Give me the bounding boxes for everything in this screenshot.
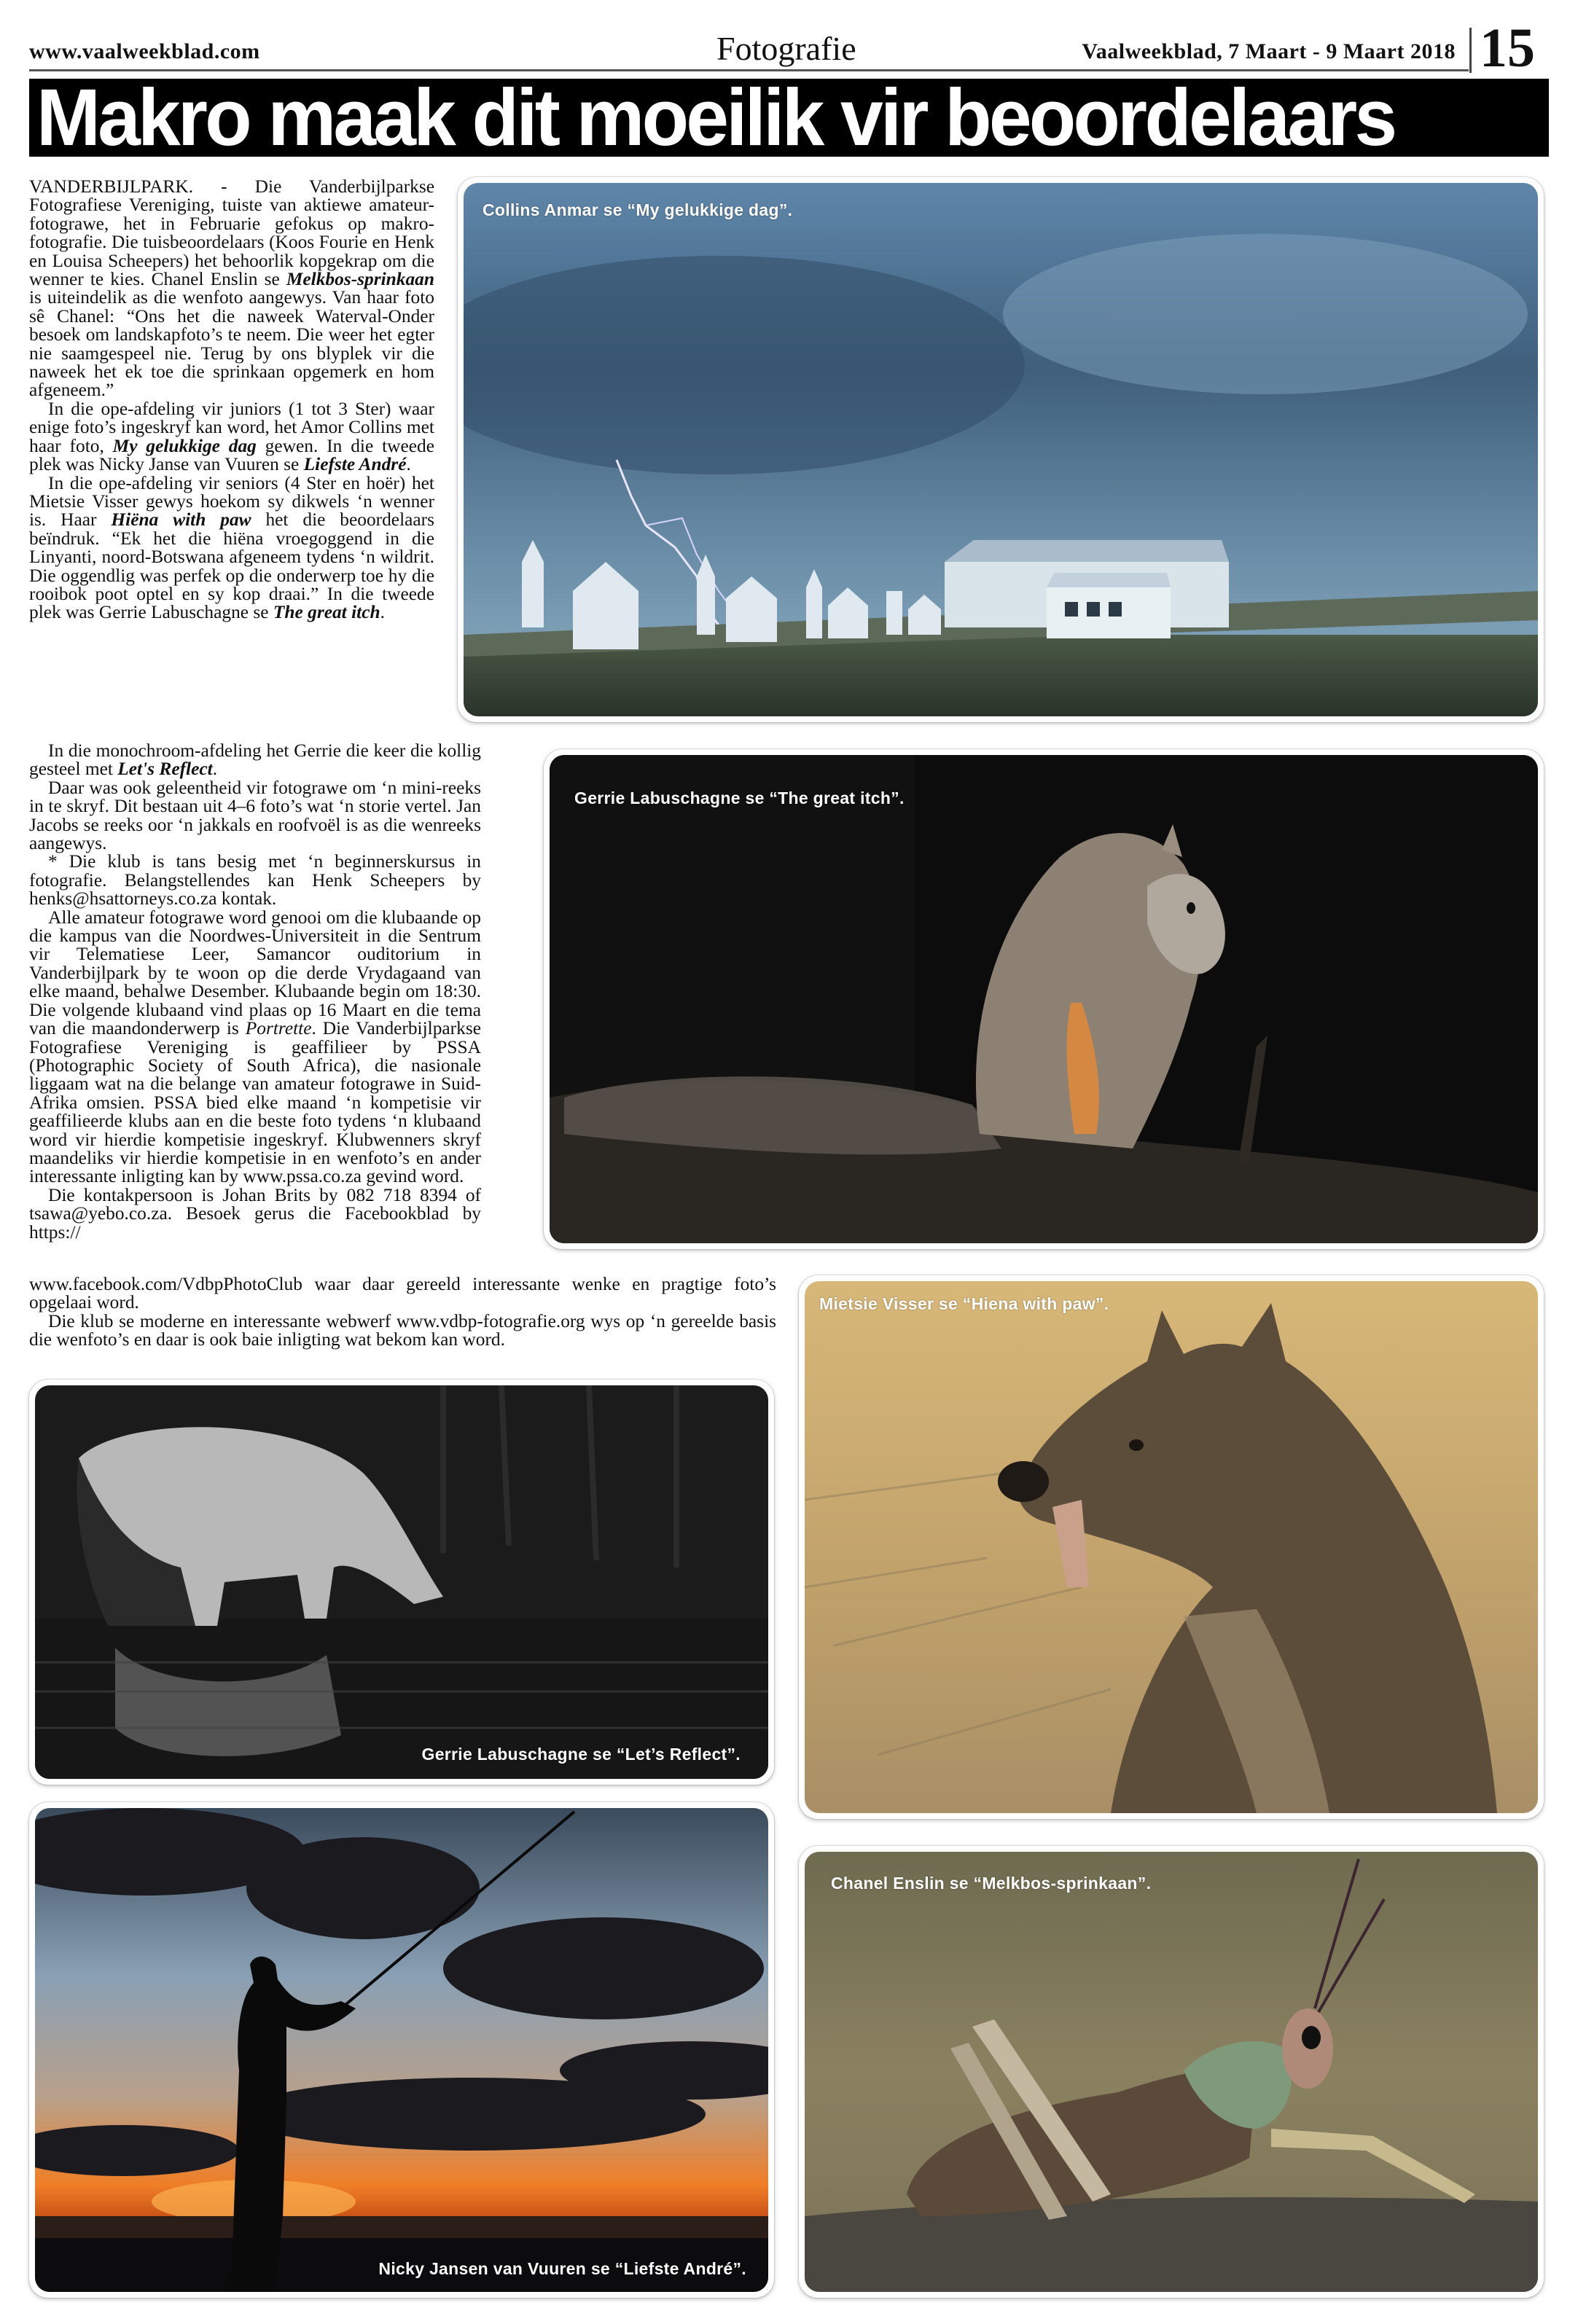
caption-grasshopper: Chanel Enslin se “Melkbos-sprinkaan”. bbox=[831, 1874, 1152, 1893]
edition-date: Vaalweekblad, 7 Maart - 9 Maart 2018 bbox=[1082, 39, 1456, 63]
paragraph-monochrome: In die monochroom-afdeling het Gerrie die keer die kollig gesteel met Let's Reflect. bbox=[29, 740, 481, 780]
photo-title-hiena: Hiëna with paw bbox=[111, 509, 251, 531]
photo-frame-fisher bbox=[29, 1802, 774, 2298]
page-number: 15 bbox=[1480, 17, 1535, 79]
masthead bbox=[29, 29, 1469, 71]
caption-squirrel: Gerrie Labuschagne se “The great itch”. bbox=[574, 789, 905, 807]
grasshopper-photo-image bbox=[805, 1852, 1538, 2292]
section-title: Fotografie bbox=[716, 30, 856, 67]
article-body-continued bbox=[29, 742, 481, 1242]
squirrel-photo-image bbox=[550, 755, 1538, 1243]
paragraph-mini-series: Daar was ook geleentheid vir fotograwe om ‘n mini-reeks in te skryf. Dit bestaan uit 4–6 foto’s wat ‘n storie vertel. Jan Jacobs se reeks oor ‘n jakkals en roofvoël is as die wenreeks aangewys. bbox=[29, 777, 481, 854]
paragraph-club-evenings: Alle amateur fotograwe word genooi om die klubaande op die kampus van die Noordwes-Universiteit in die Sentrum vir Telematiese Leer, Samancor ouditorium in Vanderbijlpark by te woon op die derde Vrydagaand van elke maand, behalwe Desember. Klubaande begin om 18:30. Die volgende klubaand vind plaas op 16 Maart en die tema van die maandonderwerp is Portrette. Die Vanderbijlparkse Fotografiese Vereniging is geaffilieer by PSSA (Photographic Society of South Africa), die nasionale liggaam wat na die belange van amateur fotograwe in Suid-Afrika omsien. PSSA bied elke maand ‘n kompetisie vir geaffilieerde klubs aan en die beste foto tydens ‘n klubaand word vir hierdie kompetisie ingeskryf. Klubwenners skryf maandeliks vir hierdie kompetisie in en wenfoto’s en ander interessante inligting kan by www.pssa.co.za gevind word. bbox=[29, 907, 481, 1187]
monthly-theme: Portrette bbox=[245, 1018, 312, 1039]
caption-rhino: Gerrie Labuschagne se “Let’s Reflect”. bbox=[421, 1745, 741, 1764]
photo-title-lets-reflect: Let's Reflect bbox=[117, 759, 213, 780]
caption-fisher: Nicky Jansen van Vuuren se “Liefste André”. bbox=[378, 2259, 746, 2278]
photo-fisher bbox=[35, 1808, 768, 2292]
paragraph-facebook: www.facebook.com/VdbpPhotoClub waar daar gereeld interessante wenke en pragtige foto’s opgelaai word. bbox=[29, 1274, 776, 1313]
rhino-photo-image bbox=[35, 1385, 768, 1779]
paragraph-website: Die klub se moderne en interessante webwerf www.vdbp-fotografie.org wys op ‘n gereelde basis die wenfoto’s en daar is ook baie inligting wat bekom kan word. bbox=[29, 1310, 776, 1350]
photo-title-melkbos: Melkbos-sprinkaan bbox=[286, 269, 434, 290]
storm-photo-image bbox=[464, 183, 1538, 716]
article-body-wide bbox=[29, 1275, 776, 1350]
paragraph-intro: VANDERBIJLPARK. - Die Vanderbijlparkse Fotografiese Vereniging, tuiste van aktiewe amateur-fotograwe, het in Februarie gefokus op makro-fotografie. Die tuisbeoordelaars (Koos Fourie en Henk en Louisa Scheepers) het behoorlik kopgekrap om die wenner te kies. Chanel Enslin se Melkbos-sprinkaan is uiteindelik as die wenfoto aangewys. Van haar foto sê Chanel: “Ons het die naweek Waterval-Onder besoek om landskapfoto’s te neem. Die weer het egter nie saamgespeel nie. Terug by ons blyplek vir die naweek het ek toe die sprinkaan opgemerk en hom afgeneem.” bbox=[29, 176, 434, 401]
website-url: www.vaalweekblad.com bbox=[29, 39, 260, 63]
photo-title-great-itch: The great itch bbox=[273, 602, 380, 623]
photo-frame-grasshopper bbox=[799, 1846, 1544, 2298]
headline-text: Makro maak dit moeilik vir beoordelaars bbox=[36, 79, 1395, 157]
photo-squirrel bbox=[550, 755, 1538, 1243]
photo-storm bbox=[464, 183, 1538, 716]
photo-hyena bbox=[805, 1281, 1538, 1813]
paragraph-juniors: In die ope-afdeling vir juniors (1 tot 3 Ster) waar enige foto’s ingeskryf kan word, het Amor Collins met haar foto, My gelukkige dag gewen. In die tweede plek was Nicky Janse van Vuuren se Liefste André. bbox=[29, 398, 434, 475]
photo-rhino bbox=[35, 1385, 768, 1779]
photo-title-liefste-andre: Liefste André bbox=[303, 454, 407, 475]
article-body bbox=[29, 178, 434, 622]
page-number-divider bbox=[1469, 28, 1472, 73]
photo-frame-squirrel bbox=[544, 749, 1544, 1249]
photo-frame-hyena bbox=[799, 1275, 1544, 1819]
photo-frame-rhino bbox=[29, 1380, 774, 1785]
hyena-photo-image bbox=[805, 1281, 1538, 1813]
paragraph-contact: Die kontakpersoon is Johan Brits by 082 718 8394 of tsawa@yebo.co.za. Besoek gerus die Facebookblad by https:// bbox=[29, 1184, 481, 1243]
headline-bar bbox=[29, 79, 1549, 157]
photo-grasshopper bbox=[805, 1852, 1538, 2292]
caption-hyena: Mietsie Visser se “Hiena with paw”. bbox=[819, 1294, 1109, 1313]
caption-storm: Collins Anmar se “My gelukkige dag”. bbox=[483, 200, 793, 219]
paragraph-beginners-course: * Die klub is tans besig met ‘n beginnerskursus in fotografie. Belangstellendes kan Henk Scheepers by henks@hsattorneys.co.za kontak. bbox=[29, 851, 481, 909]
paragraph-seniors: In die ope-afdeling vir seniors (4 Ster en hoër) het Mietsie Visser gewys hoekom sy dikwels ‘n wenner is. Haar Hiëna with paw het die beoordelaars beïndruk. “Ek het die hiëna vroegoggend in die Linyanti, noord-Botswana afgeneem tydens ‘n wildrit. Die oggendlig was perfek op die onderwerp toe hy die rooibok poot optel en sy kop draai.” In die tweede plek was Gerrie Labuschagne se The great itch. bbox=[29, 472, 434, 623]
photo-frame-storm bbox=[458, 177, 1544, 722]
fisher-photo-image bbox=[35, 1808, 768, 2292]
photo-title-gelukkige-dag: My gelukkige dag bbox=[112, 435, 257, 456]
